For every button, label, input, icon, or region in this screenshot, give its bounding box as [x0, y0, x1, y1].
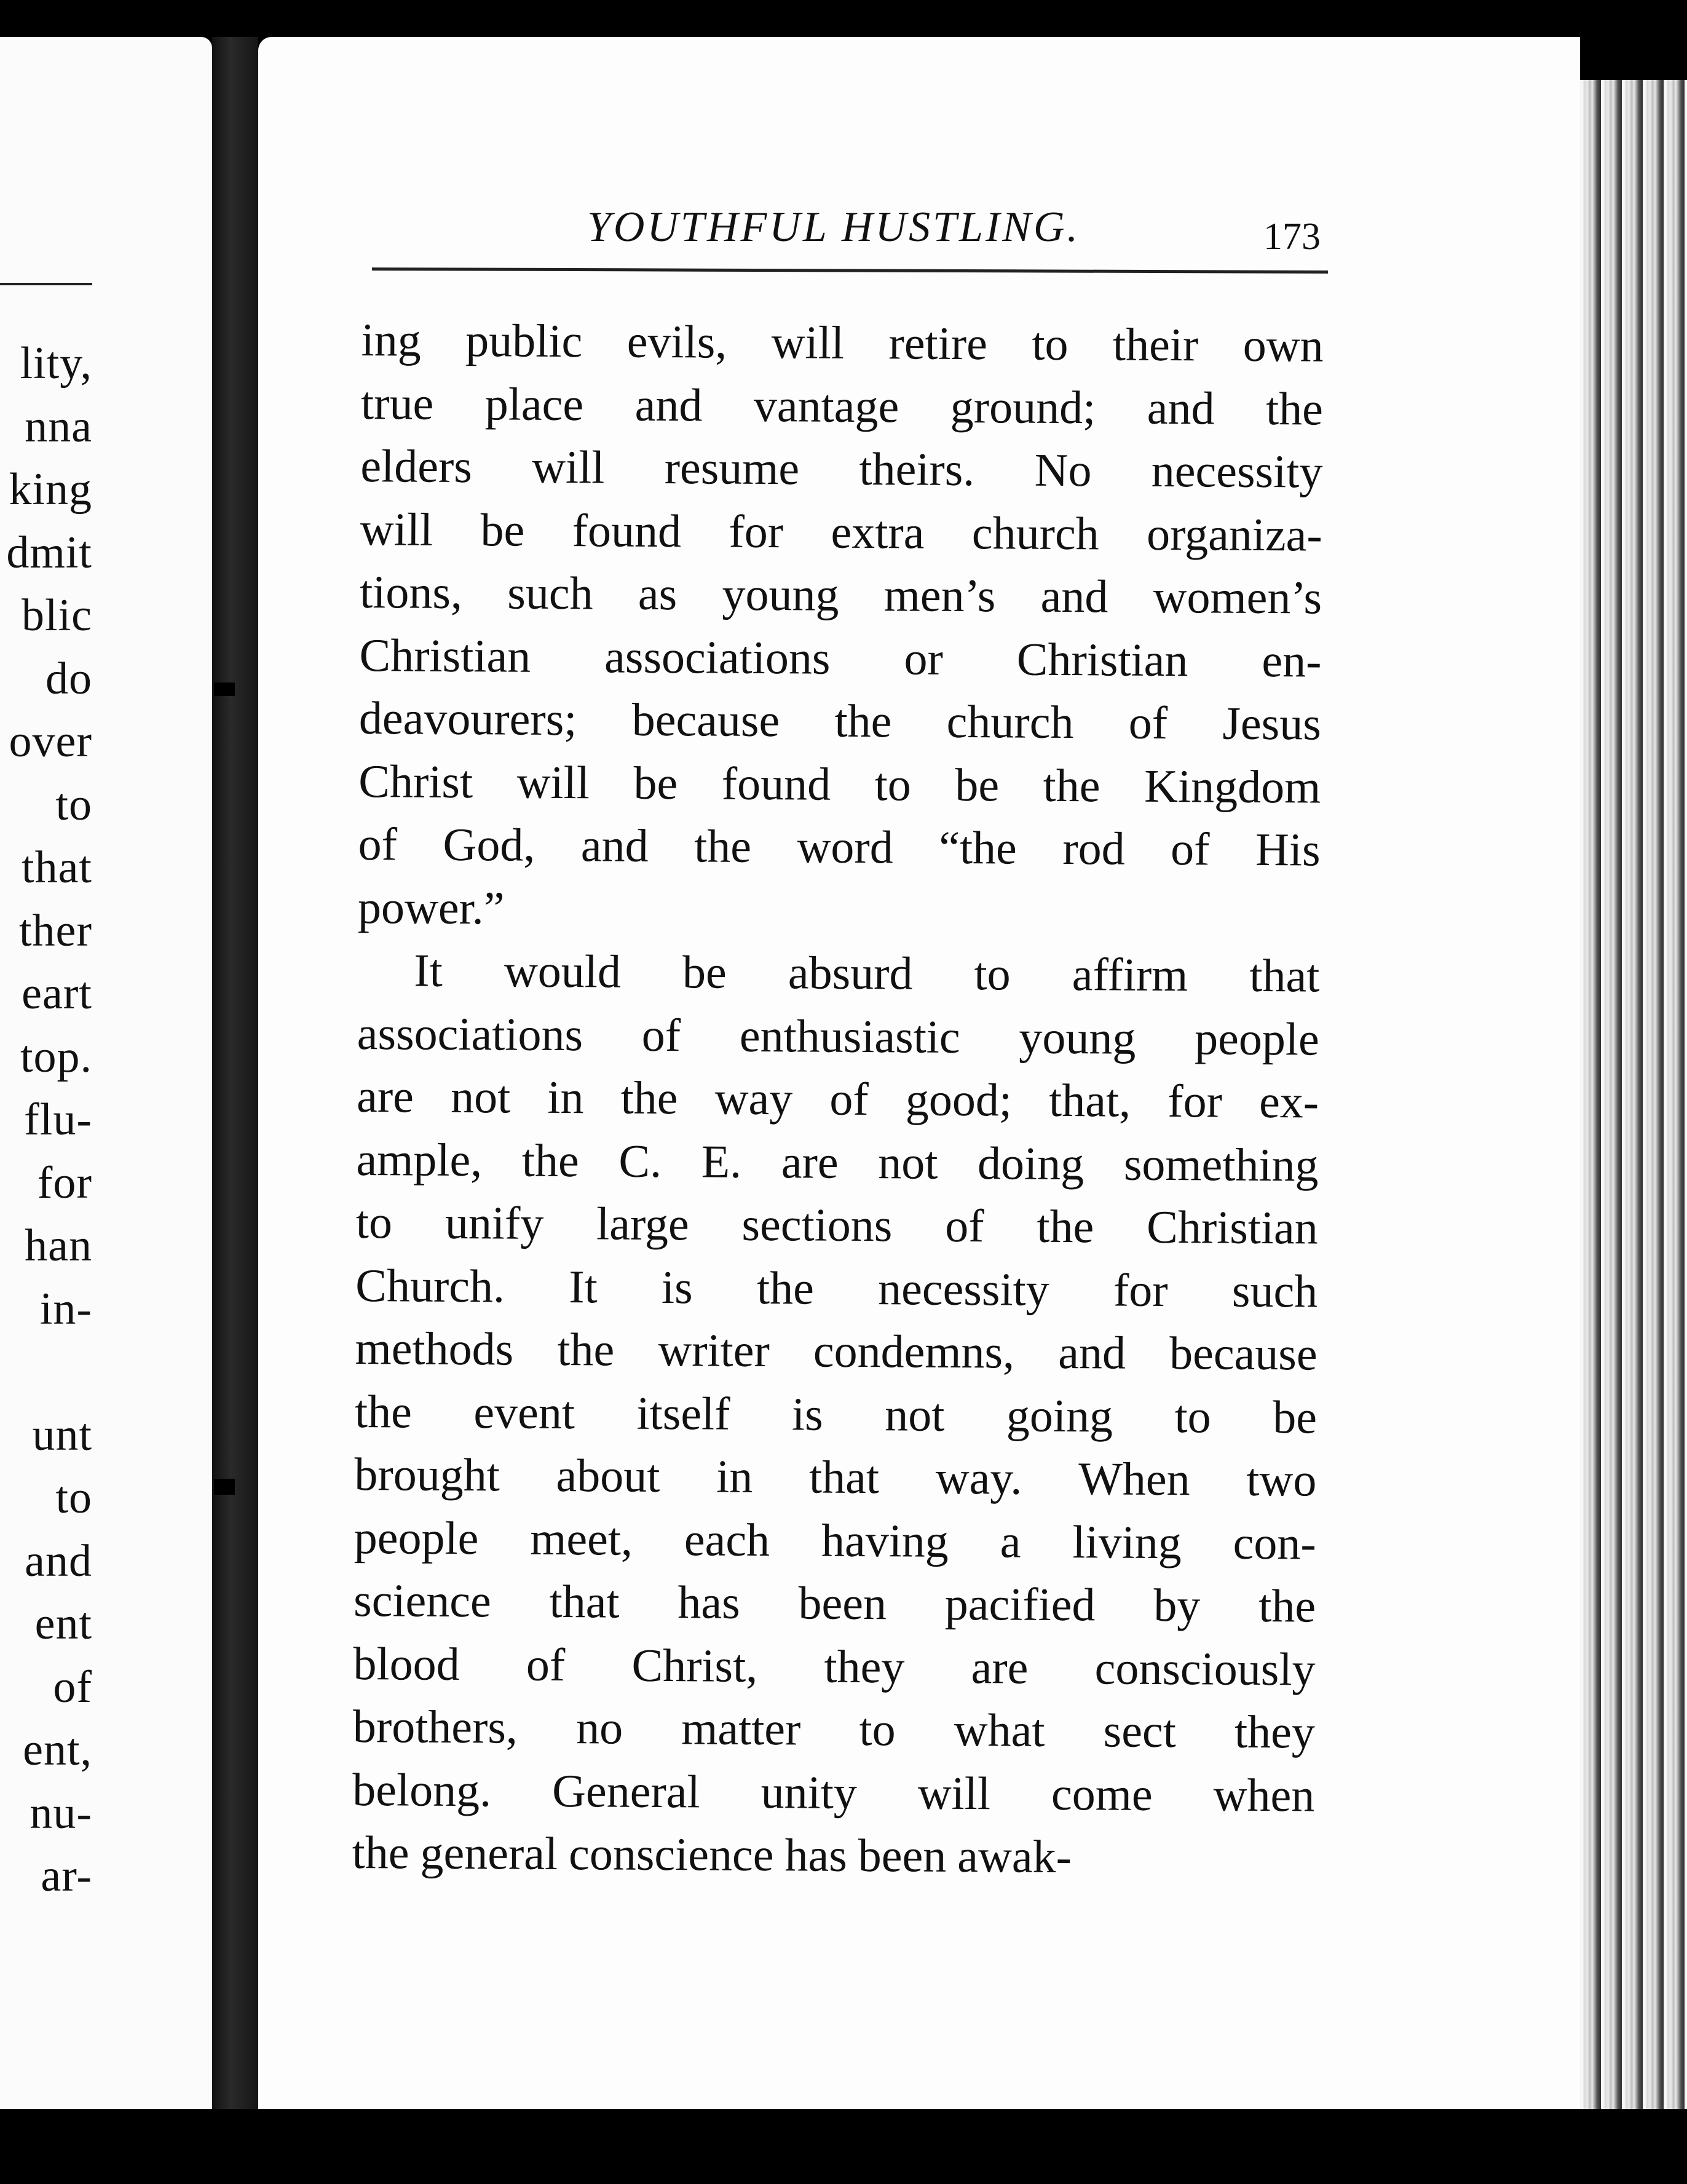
word: been: [798, 1577, 887, 1630]
word: that: [549, 1575, 620, 1628]
left-line: [0, 1340, 92, 1404]
left-line: in-: [39, 1283, 92, 1334]
gutter-mark: [214, 1479, 235, 1495]
running-head: YOUTHFUL HUSTLING.: [587, 204, 1081, 251]
word: the: [1258, 1580, 1316, 1632]
word: when: [1213, 1769, 1315, 1822]
word: God,: [443, 818, 535, 871]
left-line: of: [53, 1661, 92, 1712]
word: No: [1034, 444, 1092, 497]
text-line: [360, 435, 1323, 504]
word: extra: [831, 506, 925, 559]
word: It: [569, 1260, 598, 1313]
word: and: [1147, 382, 1215, 434]
word: as: [638, 568, 678, 620]
word: of: [641, 1009, 681, 1061]
left-line: unt: [32, 1409, 92, 1460]
word: be: [633, 757, 678, 809]
word: about: [556, 1449, 660, 1502]
word: the: [557, 1323, 615, 1376]
text-line: [355, 1317, 1318, 1386]
word: way.: [935, 1452, 1022, 1505]
word: General: [551, 1765, 700, 1818]
text-line: [358, 876, 1321, 944]
word: are: [356, 1070, 414, 1123]
left-line: ent,: [23, 1725, 92, 1775]
left-line: for: [37, 1157, 92, 1208]
word: ing: [361, 314, 422, 366]
word: of: [526, 1639, 566, 1691]
word: awak-: [957, 1830, 1072, 1883]
word: be: [955, 759, 1000, 811]
word: blood: [353, 1637, 460, 1690]
word: are: [781, 1136, 839, 1189]
word: having: [821, 1514, 949, 1567]
left-line: ther: [18, 905, 92, 956]
word: event: [473, 1386, 575, 1439]
left-line: han: [25, 1221, 92, 1271]
word: the: [1043, 759, 1100, 812]
word: each: [684, 1513, 770, 1566]
left-line: that: [22, 842, 92, 893]
left-line: king: [9, 464, 92, 515]
word: for: [1167, 1075, 1223, 1128]
left-line: to: [55, 779, 92, 830]
word: deavourers;: [358, 692, 577, 746]
word: Christ,: [631, 1639, 758, 1692]
word: to: [1032, 318, 1069, 371]
word: of: [1128, 697, 1168, 750]
word: come: [1051, 1768, 1153, 1821]
word: church: [946, 695, 1074, 749]
word: are: [971, 1641, 1029, 1694]
left-line: flu-: [24, 1094, 92, 1145]
text-line: [355, 1380, 1318, 1449]
word: they: [824, 1640, 905, 1693]
text-line: [356, 1191, 1319, 1260]
word: a: [1000, 1515, 1021, 1568]
word: writer: [658, 1324, 770, 1377]
word: brothers,: [352, 1700, 518, 1754]
word: the: [354, 1385, 413, 1438]
word: be: [682, 946, 727, 999]
word: the: [756, 1262, 815, 1315]
left-line: dmit: [6, 527, 92, 578]
word: is: [661, 1261, 693, 1313]
word: true: [360, 377, 434, 430]
word: will: [771, 317, 845, 369]
word: condemns,: [813, 1325, 1015, 1379]
left-line: top.: [20, 1031, 92, 1082]
word: meet,: [530, 1513, 633, 1565]
word: public: [465, 315, 583, 368]
text-line: [353, 1695, 1316, 1764]
word: general: [420, 1827, 558, 1880]
word: two: [1246, 1454, 1317, 1506]
text-line: [359, 623, 1322, 692]
word: has: [784, 1829, 848, 1881]
word: such: [1231, 1265, 1318, 1318]
word: would: [504, 945, 622, 998]
word: retire: [888, 317, 988, 370]
word: pacified: [944, 1578, 1096, 1631]
word: C.: [618, 1135, 662, 1187]
word: they: [1234, 1706, 1316, 1759]
word: by: [1153, 1579, 1201, 1632]
word: people: [1194, 1012, 1320, 1066]
word: place: [484, 378, 584, 430]
word: the: [1265, 382, 1324, 435]
word: associations: [604, 630, 831, 684]
word: to: [859, 1703, 896, 1756]
left-page-rule: [0, 283, 92, 285]
word: Jesus: [1222, 697, 1322, 750]
left-line: do: [45, 653, 92, 704]
left-line: over: [9, 716, 92, 767]
left-line: blic: [22, 590, 92, 641]
word: in: [716, 1450, 753, 1503]
word: con-: [1233, 1517, 1316, 1570]
text-line: [359, 687, 1322, 756]
word: is: [791, 1388, 824, 1441]
word: enthusiastic: [739, 1010, 960, 1063]
word: His: [1255, 823, 1321, 876]
word: doing: [977, 1137, 1084, 1190]
left-line: nu-: [30, 1787, 92, 1838]
left-line: eart: [22, 968, 92, 1019]
left-page-text: [0, 332, 92, 1908]
word: resume: [664, 442, 800, 495]
word: young: [722, 568, 839, 621]
word: Kingdom: [1144, 760, 1321, 813]
word: of: [358, 818, 398, 871]
word: and: [634, 379, 703, 431]
word: large: [596, 1198, 689, 1251]
word: in: [547, 1071, 584, 1124]
word: found: [721, 758, 831, 810]
word: of: [829, 1073, 869, 1126]
text-line: [358, 750, 1321, 818]
left-line: ent: [34, 1599, 92, 1649]
word: will: [516, 756, 590, 809]
word: sect: [1103, 1705, 1177, 1758]
word: has: [678, 1577, 740, 1629]
left-line: nna: [25, 401, 92, 452]
word: ground;: [950, 381, 1096, 433]
word: that: [808, 1451, 880, 1504]
word: good;: [905, 1074, 1013, 1126]
text-line: [352, 1758, 1315, 1827]
word: to: [974, 948, 1011, 1000]
text-line: [357, 939, 1320, 1008]
book-gutter: [212, 37, 258, 2109]
word: and: [580, 820, 649, 872]
word: of: [945, 1200, 984, 1252]
page-edges: [1580, 80, 1687, 2109]
word: necessity: [877, 1262, 1049, 1316]
word: associations: [357, 1007, 583, 1061]
word: what: [954, 1704, 1045, 1757]
word: such: [507, 567, 593, 620]
word: ex-: [1258, 1075, 1319, 1128]
word: absurd: [788, 947, 913, 1000]
page-number: 173: [1263, 216, 1321, 258]
text-line: [358, 813, 1321, 882]
word: of: [1170, 823, 1210, 876]
text-line: [360, 561, 1322, 630]
word: It: [414, 944, 443, 997]
text-line: [355, 1254, 1318, 1323]
word: conscience: [568, 1828, 774, 1881]
word: that,: [1048, 1074, 1131, 1127]
left-line: ar-: [41, 1851, 92, 1901]
word: been: [858, 1829, 947, 1882]
word: When: [1078, 1453, 1190, 1506]
word: Christian: [1146, 1201, 1319, 1254]
word: young: [1019, 1011, 1136, 1064]
word: Christian: [359, 629, 531, 682]
word: something: [1123, 1138, 1319, 1192]
word: people: [354, 1511, 479, 1564]
text-line: [361, 309, 1324, 378]
word: not: [885, 1388, 945, 1441]
word: science: [353, 1574, 492, 1628]
word: tions,: [359, 566, 463, 619]
word: unify: [444, 1197, 544, 1249]
word: the: [693, 820, 752, 872]
text-line: [354, 1443, 1317, 1512]
word: way: [714, 1072, 793, 1125]
text-line: [352, 1821, 1314, 1890]
word: Christian: [1016, 633, 1188, 686]
word: own: [1243, 319, 1324, 372]
word: belong.: [352, 1763, 492, 1816]
text-line: [354, 1569, 1316, 1638]
word: the: [1037, 1200, 1094, 1253]
word: be: [1272, 1391, 1318, 1444]
word: living: [1072, 1516, 1182, 1569]
word: itself: [636, 1387, 730, 1440]
text-line: [354, 1506, 1316, 1575]
word: “the: [938, 821, 1017, 874]
word: and: [1040, 570, 1108, 623]
text-line: [361, 371, 1324, 440]
word: brought: [354, 1448, 500, 1502]
word: the: [352, 1826, 409, 1879]
word: affirm: [1072, 949, 1188, 1002]
word: found: [572, 504, 682, 557]
word: to: [355, 1196, 393, 1249]
word: methods: [355, 1322, 514, 1375]
word: the: [834, 695, 892, 748]
word: for: [1113, 1264, 1168, 1316]
word: because: [1169, 1327, 1318, 1380]
left-line: to: [55, 1473, 92, 1523]
word: will: [360, 503, 433, 556]
word: will: [531, 441, 605, 494]
word: that: [1249, 949, 1320, 1002]
word: and: [1057, 1326, 1126, 1379]
word: church: [971, 507, 1099, 560]
word: organiza-: [1146, 508, 1322, 561]
text-line: [353, 1632, 1316, 1701]
word: for: [729, 505, 784, 558]
word: to: [1174, 1390, 1211, 1442]
word: elders: [360, 440, 473, 493]
word: evils,: [626, 315, 727, 368]
left-line: lity,: [20, 338, 92, 389]
word: necessity: [1151, 445, 1323, 498]
word: women’s: [1153, 571, 1322, 624]
word: not: [878, 1136, 938, 1189]
word: their: [1112, 318, 1199, 371]
word: en-: [1262, 635, 1322, 687]
word: not: [450, 1070, 511, 1123]
text-line: [357, 1002, 1319, 1070]
left-page: [0, 37, 212, 2109]
word: unity: [761, 1766, 858, 1819]
word: Church.: [355, 1259, 505, 1312]
text-line: [360, 497, 1322, 566]
word: E.: [701, 1135, 742, 1188]
word: going: [1006, 1389, 1113, 1442]
word: matter: [681, 1703, 801, 1755]
word: ample,: [356, 1133, 483, 1186]
text-line: [357, 1065, 1319, 1134]
word: word: [797, 821, 893, 874]
left-line: and: [25, 1535, 92, 1586]
word: the: [620, 1072, 678, 1125]
word: Christ: [358, 755, 473, 808]
word: be: [480, 504, 525, 556]
text-line: [356, 1128, 1319, 1197]
word: men’s: [883, 569, 996, 622]
word: because: [631, 694, 780, 747]
word: will: [917, 1767, 991, 1819]
word: consciously: [1094, 1642, 1316, 1696]
gutter-mark: [214, 682, 235, 696]
word: theirs.: [859, 443, 975, 496]
word: to: [874, 758, 912, 810]
body-text: [352, 309, 1324, 1890]
word: or: [904, 632, 944, 685]
word: vantage: [753, 379, 899, 432]
word: rod: [1062, 822, 1125, 875]
word: the: [521, 1134, 580, 1187]
word: no: [575, 1702, 623, 1754]
word: power.”: [357, 881, 505, 934]
word: sections: [741, 1198, 893, 1252]
